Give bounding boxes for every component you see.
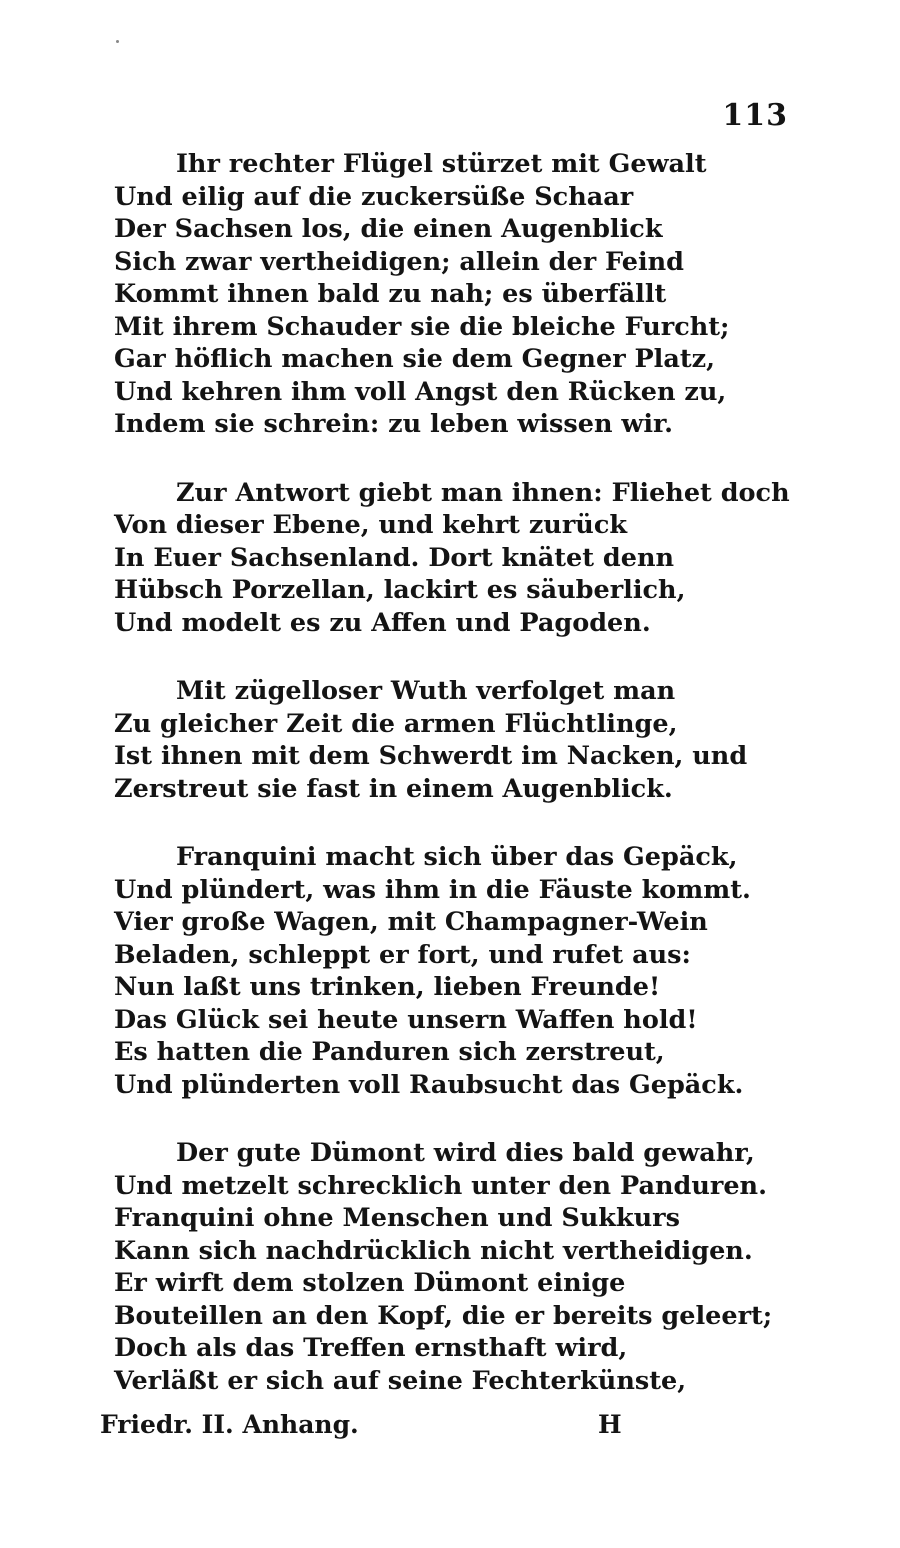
verse-line: Der gute Dümont wird dies bald gewahr, xyxy=(176,1138,755,1168)
verse-line: Und kehren ihm voll Angst den Rücken zu, xyxy=(114,376,727,407)
verse-line: Der Sachsen los, die einen Augenblick xyxy=(114,214,663,244)
stanza xyxy=(114,841,774,1101)
verse-line: Ist ihnen mit dem Schwerdt im Nacken, und xyxy=(114,741,748,771)
stanza xyxy=(114,675,774,805)
verse-line: Mit zügelloser Wuth verfolget man xyxy=(176,676,676,706)
verse-line: Bouteillen an den Kopf, die er bereits geleert; xyxy=(114,1300,773,1331)
catchword-mark: H xyxy=(598,1410,622,1439)
verse-line: Er wirft dem stolzen Dümont einige xyxy=(114,1268,626,1298)
verse-line: Kommt ihnen bald zu nah; es überfällt xyxy=(114,279,667,309)
poem-text xyxy=(114,148,790,1433)
verse-line: Sich zwar vertheidigen; allein der Feind xyxy=(114,246,685,277)
verse-line: Kann sich nachdrücklich nicht vertheidigen. xyxy=(114,1235,753,1266)
verse-line: Franquini ohne Menschen und Sukkurs xyxy=(114,1203,680,1233)
stanza xyxy=(114,477,790,640)
verse-line: Nun laßt uns trinken, lieben Freunde! xyxy=(114,972,661,1002)
verse-line: Von dieser Ebene, und kehrt zurück xyxy=(114,510,628,540)
verse-line: Indem sie schrein: zu leben wissen wir. xyxy=(114,409,674,439)
verse-line: Hübsch Porzellan, lackirt es säuberlich, xyxy=(114,575,686,605)
stanza xyxy=(114,1137,774,1397)
verse-line: Verläßt er sich auf seine Fechterkünste, xyxy=(114,1365,687,1396)
verse-line: Ihr rechter Flügel stürzet mit Gewalt xyxy=(176,149,707,179)
verse-line: Es hatten die Panduren sich zerstreut, xyxy=(114,1037,665,1067)
verse-line: Das Glück sei heute unsern Waffen hold! xyxy=(114,1004,698,1035)
verse-line: Und modelt es zu Affen und Pagoden. xyxy=(114,607,651,638)
verse-line: Zerstreut sie fast in einem Augenblick. xyxy=(114,773,673,804)
verse-line: Und plünderten voll Raubsucht das Gepäck. xyxy=(114,1069,744,1100)
verse-line: Und plündert, was ihm in die Fäuste kommt. xyxy=(114,874,751,905)
verse-line: Zu gleicher Zeit die armen Flüchtlinge, xyxy=(114,708,678,739)
printer-signature: Friedr. II. Anhang. xyxy=(100,1410,359,1439)
page-number: 113 xyxy=(722,98,788,133)
ink-speck xyxy=(116,40,119,43)
verse-line: In Euer Sachsenland. Dort knätet denn xyxy=(114,542,675,573)
verse-line: Und eilig auf die zuckersüße Schaar xyxy=(114,181,634,212)
stanza xyxy=(114,148,774,441)
verse-line: Beladen, schleppt er fort, und rufet aus: xyxy=(114,939,691,970)
verse-line: Zur Antwort giebt man ihnen: Fliehet doch xyxy=(176,477,790,508)
verse-line: Franquini macht sich über das Gepäck, xyxy=(176,842,738,872)
verse-line: Gar höflich machen sie dem Gegner Platz, xyxy=(114,344,716,374)
verse-line: Mit ihrem Schauder sie die bleiche Furcht; xyxy=(114,311,730,342)
verse-line: Und metzelt schrecklich unter den Panduren. xyxy=(114,1170,767,1201)
verse-line: Vier große Wagen, mit Champagner-Wein xyxy=(114,907,708,937)
verse-line: Doch als das Treffen ernsthaft wird, xyxy=(114,1333,628,1363)
